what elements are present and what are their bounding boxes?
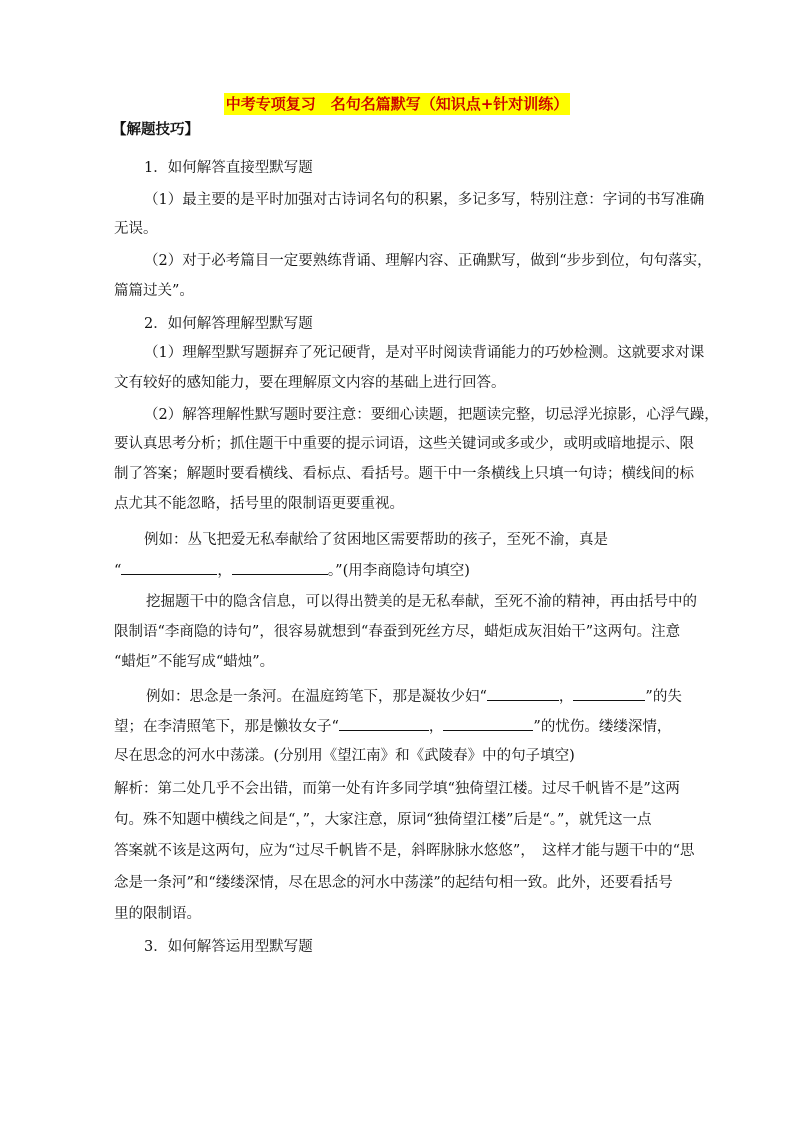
- text-line: 限制语“李商隐的诗句”，很容易就想到“春蚕到死丝方尽，蜡炬成灰泪始干”这两句。注意: [114, 624, 681, 640]
- subheading-1: 1．如何解答直接型默写题: [144, 160, 313, 176]
- text-line: （1）理解型默写题摒弃了死记硬背，是对平时阅读背诵能力的巧妙检测。这就要求对课: [144, 345, 705, 361]
- text-line: （2）对于必考篇目一定要熟练背诵、理解内容、正确默写，做到“步步到位，句句落实，: [144, 253, 712, 269]
- text-segment: ”的失: [645, 689, 682, 705]
- text-line: 里的限制语。: [114, 906, 201, 922]
- example-1-fill-line: [114, 560, 684, 581]
- text-line: 答案就不该是这两句，应为“过尽千帆皆不是，斜晖脉脉水悠悠”， 这样才能与题干中的“思: [114, 843, 695, 859]
- comma: ，: [558, 689, 574, 705]
- document-title: 中考专项复习 名句名篇默写（知识点+针对训练）: [225, 95, 569, 113]
- text-line: 无误。: [114, 221, 158, 237]
- answer-blank: [573, 686, 645, 701]
- text-line: 挖掘题干中的隐含信息，可以得出赞美的是无私奉献，至死不渝的精神，再由括号中的: [146, 594, 697, 610]
- comma: ，: [217, 563, 232, 579]
- text-segment: 例如：思念是一条河。在温庭筠笔下，那是凝妆少妇“: [146, 689, 487, 705]
- text-line: 念是一条河”和“缕缕深情，尽在思念的河水中荡漾”的起结句相一致。此外，还要看括号: [114, 875, 673, 891]
- quote-close: 。”(用李商隐诗句填空): [327, 563, 470, 579]
- quote-open: “: [114, 563, 122, 579]
- section-heading: 【解题技巧】: [112, 122, 199, 138]
- text-line: 点尤其不能忽略，括号里的限制语更要重视。: [114, 496, 404, 512]
- text-line: 句。殊不知题中横线之间是“，”，大家注意，原词“独倚望江楼”后是“。”，就凭这一点: [114, 812, 652, 828]
- comma: ，: [428, 719, 444, 735]
- answer-blank: [443, 716, 533, 731]
- text-line: 文有较好的感知能力，要在理解原文内容的基础上进行回答。: [114, 375, 506, 391]
- text-line: （2）解答理解性默写题时要注意：要细心读题，把题读完整，切忌浮光掠影，心浮气躁，: [144, 407, 719, 423]
- answer-blank: [232, 560, 328, 575]
- subheading-3: 3．如何解答运用型默写题: [144, 939, 313, 955]
- text-line: 篇篇过关”。: [114, 283, 194, 299]
- text-line: “蜡炬”不能写成“蜡烛”。: [114, 654, 275, 670]
- example-1-line: 例如：丛飞把爱无私奉献给了贫困地区需要帮助的孩子，至死不渝，真是: [144, 532, 608, 548]
- answer-blank: [487, 686, 559, 701]
- example-2-line-2: [114, 716, 684, 737]
- text-segment: ”的忧伤。缕缕深情，: [533, 719, 672, 735]
- answer-blank: [121, 560, 217, 575]
- text-line: 制了答案；解题时要看横线、看标点、看括号。题干中一条横线上只填一句诗；横线间的标: [114, 466, 694, 482]
- text-line: （1）最主要的是平时加强对古诗词名句的积累，多记多写，特别注意：字词的书写准确: [144, 192, 705, 208]
- text-segment: 望；在李清照笔下，那是懒妆女子“: [114, 719, 339, 735]
- text-line: 要认真思考分析；抓住题干中重要的提示词语，这些关键词或多或少，或明或暗地提示、限: [114, 436, 694, 452]
- example-2-line: [146, 686, 716, 707]
- title-bar: [0, 93, 794, 115]
- answer-blank: [339, 716, 429, 731]
- analysis-line: 解析：第二处几乎不会出错，而第一处有许多同学填“独倚望江楼。过尽千帆皆不是”这两: [114, 781, 680, 797]
- subheading-2: 2．如何解答理解型默写题: [144, 316, 313, 332]
- text-line: 尽在思念的河水中荡漾。(分别用《望江南》和《武陵春》中的句子填空): [114, 748, 575, 764]
